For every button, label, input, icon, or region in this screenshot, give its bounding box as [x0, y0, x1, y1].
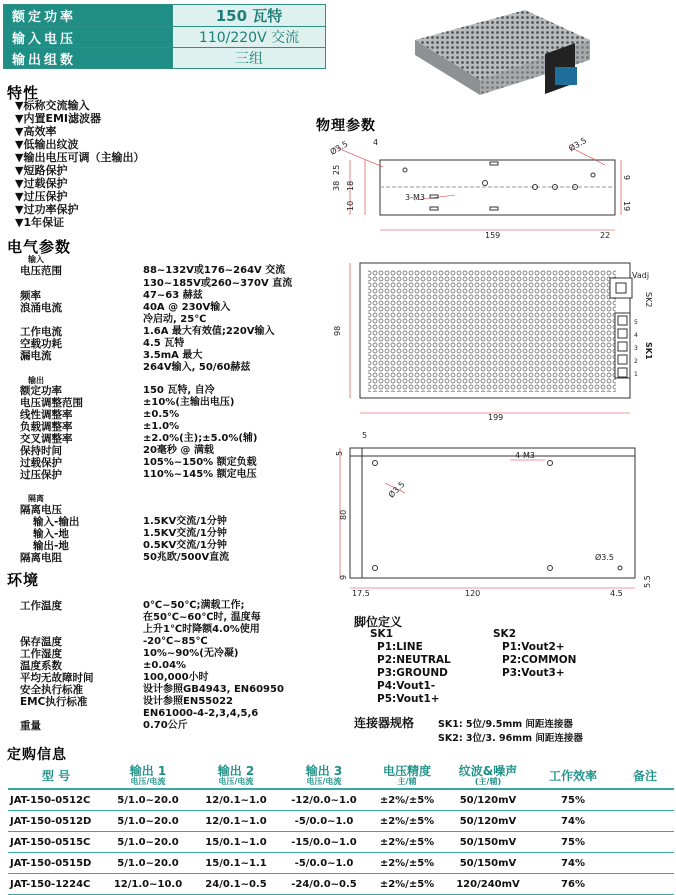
header-row [4, 27, 326, 48]
feature-item: ▼低输出纹波 [15, 138, 79, 151]
feature-item: ▼内置EMI滤波器 [15, 112, 102, 125]
table-cell [616, 853, 674, 874]
table-cell [616, 789, 674, 811]
dim-label: 120 [465, 589, 481, 598]
elec-label: 额定功率 [20, 385, 62, 397]
elec-value: 4.5 瓦特 [143, 338, 185, 349]
table-cell: -5/0.0~1.0 [280, 811, 368, 832]
dim-label: 4-M3 [515, 451, 535, 460]
env-label: 工作湿度 [20, 648, 62, 660]
table-cell: ±2%/±5% [368, 811, 446, 832]
elec-value: 1.5KV交流/1分钟 [143, 528, 227, 539]
table-row [8, 811, 674, 832]
table-cell: -24/0.0~0.5 [280, 874, 368, 895]
elec-label: 过载保护 [20, 457, 62, 469]
dim-label: 5.5 [643, 575, 652, 588]
dim-label: 4 [634, 332, 638, 339]
env-value: EN61000-4-2,3,4,5,6 [143, 708, 259, 719]
table-cell: 12/1.0~10.0 [104, 874, 192, 895]
env-value: 0℃~50℃;满载工作; [143, 600, 245, 611]
feature-list [15, 99, 144, 229]
dim-label: 5 [362, 431, 368, 440]
dim-label: 38 [332, 180, 341, 191]
dim-label: 1 [634, 371, 638, 378]
dim-label: Ø3.5 [328, 139, 350, 157]
env-value: 设计参照GB4943, EN60950 [143, 684, 284, 695]
electrical-title: 电气参数 [7, 238, 72, 256]
elec-value: ±2.0%(主);±5.0%(辅) [143, 433, 258, 444]
dim-label: 80 [339, 509, 348, 520]
env-label: 工作温度 [20, 600, 62, 612]
ordering-title: 定购信息 [7, 747, 67, 763]
table-cell: 12/0.1~1.0 [192, 811, 280, 832]
feature-item: ▼输出电压可调（主输出） [15, 151, 145, 164]
env-label: 保存温度 [20, 636, 62, 648]
elec-label: 输出-地 [33, 540, 69, 552]
elec-value: 105%~150% 额定负载 [143, 457, 257, 468]
dim-label: SK1 [644, 342, 653, 360]
connector-spec: SK2: 3位/3. 96mm 间距连接器 [438, 733, 583, 744]
env-value: ±0.04% [143, 660, 187, 671]
dim-label: 25 [332, 164, 341, 175]
sk1-pin: P5:Vout1+ [377, 693, 440, 705]
dim-label: Ø3.5 [595, 553, 615, 562]
dim-label: 22 [600, 231, 611, 240]
column-header: 型 号 [8, 763, 104, 789]
elec-value: 0.5KV交流/1分钟 [143, 540, 227, 551]
elec-label: 漏电流 [20, 350, 52, 362]
table-cell: JAT-150-0515C [8, 832, 104, 853]
table-row [8, 853, 674, 874]
elec-value: 冷启动, 25℃ [143, 314, 207, 325]
table-cell: ±2%/±5% [368, 832, 446, 853]
mech-title: 物理参数 [316, 118, 376, 134]
dim-label: 5 [335, 450, 344, 456]
elec-value: 88~132V或176~264V 交流 [143, 265, 286, 276]
table-cell: 75% [530, 832, 616, 853]
dim-label: 3-M3 [405, 193, 425, 202]
column-header: 纹波&噪声 (主/辅) [446, 763, 530, 789]
dim-label: 159 [485, 231, 501, 240]
dim-label: Ø3.5 [567, 135, 589, 154]
column-header: 备注 [616, 763, 674, 789]
table-cell: ±2%/±5% [368, 874, 446, 895]
elec-value: 1.5KV交流/1分钟 [143, 516, 227, 527]
table-cell: 50/120mV [446, 811, 530, 832]
elec-label: 电压范围 [20, 265, 62, 277]
table-cell: JAT-150-0512C [8, 789, 104, 811]
connector-spec: SK1: 5位/9.5mm 间距连接器 [438, 719, 573, 730]
elec-label: 输入-地 [33, 528, 69, 540]
features-title: 特性 [7, 84, 40, 102]
dim-label: Ø3.5 [386, 479, 407, 500]
table-cell: ±2%/±5% [368, 853, 446, 874]
dim-label: 19 [622, 201, 631, 212]
table-cell: 50/150mV [446, 832, 530, 853]
dim-label: SK2 [644, 292, 653, 308]
dim-label: 17.5 [352, 589, 370, 598]
table-cell: ±2%/±5% [368, 789, 446, 811]
table-cell: 12/0.1~1.0 [192, 789, 280, 811]
table-cell: 24/0.1~0.5 [192, 874, 280, 895]
elec-value: 20毫秒 @ 满载 [143, 445, 214, 456]
top-view-drawing [330, 258, 660, 423]
feature-item: ▼过载保护 [15, 177, 68, 190]
elec-value: 264V输入, 50/60赫兹 [143, 362, 251, 373]
dim-label: 199 [488, 413, 504, 422]
table-row [8, 789, 674, 811]
table-cell: 75% [530, 789, 616, 811]
table-cell: 76% [530, 874, 616, 895]
sk1-pin: P4:Vout1- [377, 680, 436, 692]
elec-value: 1.6A 最大有效值;220V输入 [143, 326, 275, 337]
env-value: 100,000小时 [143, 672, 209, 683]
sk1-pin: P3:GROUND [377, 667, 448, 679]
output-subheading: 输出 [28, 376, 44, 385]
feature-item: ▼高效率 [15, 125, 57, 138]
sk2-pin: P3:Vout3+ [502, 667, 565, 679]
elec-label: 线性调整率 [20, 409, 73, 421]
table-row [8, 832, 674, 853]
sk2-pin: P2:COMMON [502, 654, 577, 666]
sk2-pin: P1:Vout2+ [502, 641, 565, 653]
table-cell: 50/120mV [446, 789, 530, 811]
elec-label: 过压保护 [20, 469, 62, 481]
elec-value: 50兆欧/500V直流 [143, 552, 230, 563]
env-label: 安全执行标准 [20, 684, 83, 696]
elec-label: 输入-输出 [33, 516, 80, 528]
env-value: -20℃~85℃ [143, 636, 208, 647]
environment-title: 环境 [7, 571, 40, 589]
header-key: 输入电压 [4, 27, 173, 48]
table-cell: 120/240mV [446, 874, 530, 895]
table-cell: JAT-150-0515D [8, 853, 104, 874]
env-value: 0.70公斤 [143, 720, 188, 731]
table-cell: -15/0.0~1.0 [280, 832, 368, 853]
table-cell: 74% [530, 853, 616, 874]
side-view-drawing [325, 135, 630, 245]
elec-label: 频率 [20, 290, 41, 302]
elec-label: 负载调整率 [20, 421, 73, 433]
header-key: 输出组数 [4, 48, 173, 69]
sk1-pin: P2:NEUTRAL [377, 654, 451, 666]
elec-label: 电压调整范围 [20, 397, 83, 409]
table-cell: 50/150mV [446, 853, 530, 874]
header-value: 三组 [173, 48, 326, 69]
sk1-title: SK1 [370, 628, 394, 640]
elec-label: 浪涌电流 [20, 302, 62, 314]
column-header: 电压精度 主/辅 [368, 763, 446, 789]
elec-value: 47~63 赫兹 [143, 290, 203, 301]
elec-value: 110%~145% 额定电压 [143, 469, 257, 480]
table-cell [616, 811, 674, 832]
ordering-table [8, 763, 674, 895]
elec-value: 130~185V或260~370V 直流 [143, 278, 293, 289]
table-cell: 74% [530, 811, 616, 832]
table-header-row [8, 763, 674, 789]
elec-value: 150 瓦特, 自冷 [143, 385, 215, 396]
dim-label: 4 [373, 138, 379, 147]
elec-value: 3.5mA 最大 [143, 350, 203, 361]
env-label: 平均无故障时间 [20, 672, 94, 684]
feature-item: ▼过功率保护 [15, 203, 79, 216]
header-row [4, 48, 326, 69]
product-photo [405, 5, 595, 115]
feature-item: ▼过压保护 [15, 190, 68, 203]
input-subheading: 输入 [28, 255, 44, 264]
elec-label: 隔离电压 [20, 504, 62, 516]
elec-label: 保持时间 [20, 445, 62, 457]
env-value: 上升1℃时降额4.0%使用 [143, 624, 260, 635]
column-header: 输出 3 电压/电流 [280, 763, 368, 789]
connector-title: 连接器规格 [354, 716, 415, 730]
table-cell: 5/1.0~20.0 [104, 811, 192, 832]
env-value: 设计参照EN55022 [143, 696, 233, 707]
table-cell: 5/1.0~20.0 [104, 832, 192, 853]
header-row [4, 5, 326, 27]
env-value: 在50℃~60℃时, 温度每 [143, 612, 261, 623]
elec-value: ±10%(主输出电压) [143, 397, 235, 408]
dim-label: 10 [346, 200, 355, 211]
table-cell: JAT-150-0512D [8, 811, 104, 832]
sk1-pin: P1:LINE [377, 641, 423, 653]
table-cell: 5/1.0~20.0 [104, 853, 192, 874]
dim-label: 98 [333, 325, 342, 336]
feature-item: ▼标称交流输入 [15, 99, 90, 112]
elec-value: ±1.0% [143, 421, 180, 432]
header-value: 110/220V 交流 [173, 27, 326, 48]
dim-label: 18 [346, 180, 355, 191]
dim-label: 9 [622, 175, 631, 181]
table-cell [616, 874, 674, 895]
dim-label: 4.5 [610, 589, 623, 598]
table-cell: 15/0.1~1.0 [192, 832, 280, 853]
env-label: 温度系数 [20, 660, 62, 672]
header-value: 150 瓦特 [173, 5, 326, 27]
env-value: 10%~90%(无冷凝) [143, 648, 239, 659]
table-cell: 5/1.0~20.0 [104, 789, 192, 811]
elec-label: 工作电流 [20, 326, 62, 338]
elec-value: ±0.5% [143, 409, 180, 420]
table-cell: JAT-150-1224C [8, 874, 104, 895]
table-row [8, 874, 674, 895]
elec-value: 40A @ 230V输入 [143, 302, 231, 313]
table-cell: -12/0.0~1.0 [280, 789, 368, 811]
env-label: EMC执行标准 [20, 696, 88, 708]
table-cell: -5/0.0~1.0 [280, 853, 368, 874]
isolation-subheading: 隔离 [28, 494, 44, 503]
dim-label: Vadj [632, 271, 650, 280]
elec-label: 隔离电阻 [20, 552, 62, 564]
elec-label: 交叉调整率 [20, 433, 73, 445]
column-header: 工作效率 [530, 763, 616, 789]
bottom-view-drawing [330, 428, 660, 600]
column-header: 输出 2 电压/电流 [192, 763, 280, 789]
env-label: 重量 [20, 720, 41, 732]
table-cell [616, 832, 674, 853]
feature-item: ▼1年保证 [15, 216, 65, 229]
elec-label: 空载功耗 [20, 338, 62, 350]
pins-title: 脚位定义 [354, 615, 403, 629]
spec-header-table [3, 4, 326, 69]
dim-label: 3 [634, 345, 638, 352]
dim-label: 5 [634, 319, 638, 326]
sk2-title: SK2 [493, 628, 517, 640]
dim-label: 2 [634, 358, 638, 365]
column-header: 输出 1 电压/电流 [104, 763, 192, 789]
table-cell: 15/0.1~1.1 [192, 853, 280, 874]
header-key: 额定功率 [4, 5, 173, 27]
dim-label: 9 [339, 574, 348, 580]
feature-item: ▼短路保护 [15, 164, 68, 177]
